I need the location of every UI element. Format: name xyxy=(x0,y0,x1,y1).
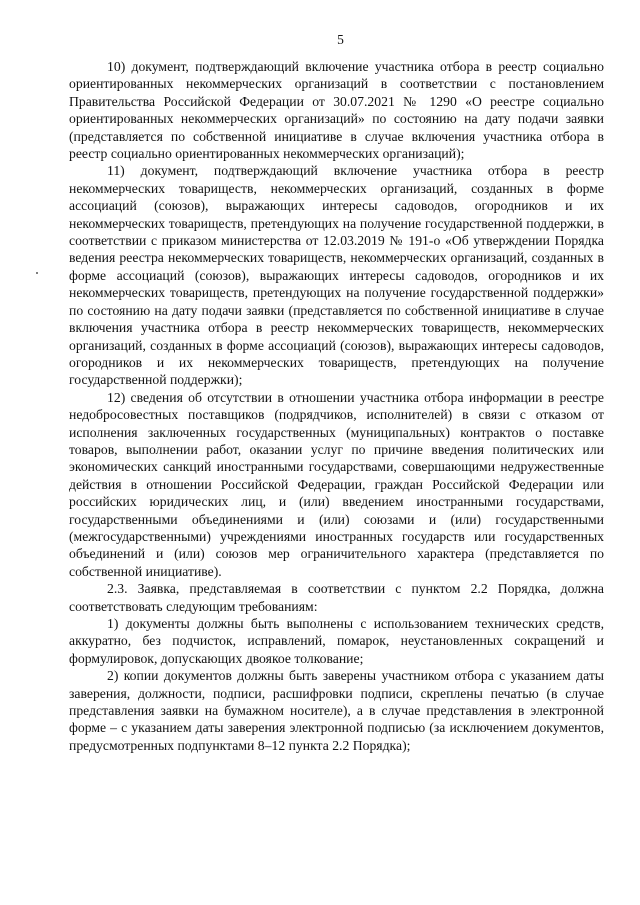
paragraph-item-10: 10) документ, подтверждающий включение участника отбора в реестр социально ориентированных некоммерческих организаций в соответствии с постановлением Правительства Российской Федерации от 30.07.2021 № 1290 «О реестре социально ориентированных некоммерческих организаций» по состоянию на дату подачи заявки (представляется по собственной инициативе в случае включения участника отбора в реестр социально ориентированных некоммерческих организаций); xyxy=(69,59,604,162)
page-number: 5 xyxy=(337,32,344,47)
paragraph-item-11: 11) документ, подтверждающий включение участника отбора в реестр некоммерческих товариществ, некоммерческих организаций, созданных в форме ассоциаций (союзов), выражающих интересы садоводов, огородников и их некоммерческих товариществ, претендующих на получение государственной поддержки, в соответствии с приказом министерства от 12.03.2019 № 191-о «Об утверждении Порядка ведения реестра некоммерческих товариществ, некоммерческих организаций, созданных в форме ассоциаций (союзов), выражающих интересы садоводов, огородников и их некоммерческих товариществ, претендующих на получение государственной поддержки» по состоянию на дату подачи заявки (представляется по собственной инициативе в случае включения участника отбора в реестр некоммерческих товариществ, некоммерческих организаций, созданных в форме ассоциаций (союзов), выражающих интересы садоводов, огородников и их некоммерческих товариществ, претендующих на получение государственной поддержки); xyxy=(69,163,604,388)
paragraph-section-2-3: 2.3. Заявка, представляемая в соответствии с пунктом 2.2 Порядка, должна соответствовать следующим требованиям: xyxy=(69,581,604,614)
margin-mark xyxy=(36,272,38,274)
paragraph-requirement-2: 2) копии документов должны быть заверены участником отбора с указанием даты заверения, должности, подписи, расшифровки подписи, скреплены печатью (в случае представления заявки на бумажном носителе), а в случае представления в электронной форме – с указанием даты заверения электронной подписью (за исключением документов, предусмотренных подпунктами 8–12 пункта 2.2 Порядка); xyxy=(69,668,604,753)
paragraph-requirement-1: 1) документы должны быть выполнены с использованием технических средств, аккуратно, без подчисток, исправлений, помарок, неустановленных сокращений и формулировок, допускающих двоякое толкование; xyxy=(69,616,604,666)
paragraph-item-12: 12) сведения об отсутствии в отношении участника отбора информации в реестре недобросовестных поставщиков (подрядчиков, исполнителей) в связи с отказом от исполнения заключенных государственных (муниципальных) контрактов о поставке товаров, выполнении работ, оказании услуг по причине введения политических или экономических санкций иностранными государствами, совершающими недружественные действия в отношении Российской Федерации, граждан Российской Федерации или российских юридических лиц, и (или) введением иностранными государствами, государственными объединениями и (или) союзами и (или) государственными (межгосударственными) учреждениями иностранных государств или государственных объединений и (или) союзов мер ограничительного характера (представляется по собственной инициативе). xyxy=(69,389,604,579)
